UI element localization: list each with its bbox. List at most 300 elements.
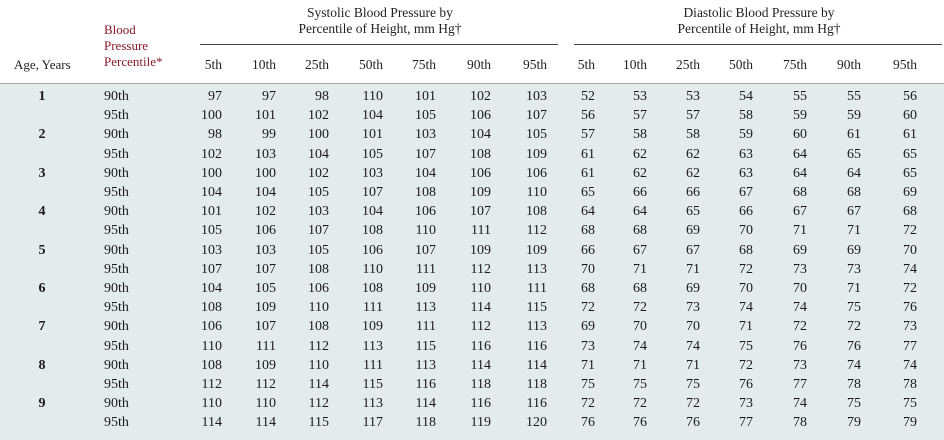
diastolic-cell: 70 xyxy=(581,261,595,277)
diastolic-cell: 68 xyxy=(581,281,595,296)
systolic-col-header: 90th xyxy=(466,57,491,72)
systolic-cell: 103 xyxy=(255,242,276,258)
systolic-cell: 107 xyxy=(362,185,383,200)
systolic-cell: 102 xyxy=(201,146,222,162)
percentile-cell: 95th xyxy=(104,415,129,431)
table-row xyxy=(0,260,944,279)
diastolic-cell: 71 xyxy=(793,223,807,239)
systolic-cell: 113 xyxy=(526,261,547,277)
systolic-cell: 108 xyxy=(308,319,329,335)
systolic-cell: 111 xyxy=(363,357,383,373)
systolic-cell: 104 xyxy=(255,185,276,200)
diastolic-cell: 53 xyxy=(633,89,647,104)
diastolic-cell: 75 xyxy=(847,300,861,316)
diastolic-cell: 57 xyxy=(686,108,700,124)
diastolic-cell: 69 xyxy=(903,185,917,200)
systolic-cell: 114 xyxy=(255,415,276,431)
diastolic-cell: 62 xyxy=(633,146,647,162)
systolic-cell: 116 xyxy=(415,377,436,392)
percentile-cell: 95th xyxy=(104,108,129,124)
systolic-cell: 106 xyxy=(470,108,491,124)
diastolic-cell: 75 xyxy=(847,396,861,412)
percentile-cell: 95th xyxy=(104,300,129,316)
diastolic-cell: 69 xyxy=(686,281,700,296)
systolic-cell: 114 xyxy=(470,357,491,373)
bp-percentile-header-line2: Pressure xyxy=(104,38,149,53)
systolic-cell: 104 xyxy=(415,165,436,181)
diastolic-cell: 59 xyxy=(739,127,753,143)
diastolic-cell: 73 xyxy=(793,357,807,373)
systolic-cell: 99 xyxy=(262,127,276,143)
diastolic-cell: 70 xyxy=(793,281,807,296)
diastolic-cell: 62 xyxy=(686,146,700,162)
diastolic-cell: 71 xyxy=(739,319,753,335)
diastolic-cell: 73 xyxy=(686,300,700,316)
diastolic-cell: 72 xyxy=(739,357,753,373)
table-row xyxy=(0,375,944,394)
diastolic-cell: 76 xyxy=(793,338,807,354)
systolic-cell: 111 xyxy=(416,261,436,277)
diastolic-cell: 74 xyxy=(847,357,861,373)
systolic-cell: 109 xyxy=(470,185,491,200)
diastolic-cell: 61 xyxy=(903,127,917,143)
diastolic-cell: 67 xyxy=(633,242,647,258)
systolic-cell: 112 xyxy=(255,377,276,392)
diastolic-cell: 59 xyxy=(793,108,807,124)
systolic-col-header: 95th xyxy=(522,57,547,72)
systolic-cell: 104 xyxy=(201,281,222,296)
percentile-cell: 90th xyxy=(104,165,129,181)
diastolic-cell: 63 xyxy=(739,146,753,162)
systolic-cell: 109 xyxy=(255,357,276,373)
percentile-cell: 90th xyxy=(104,396,129,412)
table-row xyxy=(0,202,944,221)
diastolic-cell: 66 xyxy=(633,185,647,200)
systolic-cell: 110 xyxy=(470,281,491,296)
table-header xyxy=(0,0,944,83)
systolic-cell: 108 xyxy=(308,261,329,277)
table-row xyxy=(0,125,944,144)
systolic-cell: 111 xyxy=(256,338,276,354)
diastolic-cell: 67 xyxy=(793,204,807,220)
diastolic-cell: 62 xyxy=(686,165,700,181)
diastolic-cell: 66 xyxy=(686,185,700,200)
diastolic-cell: 73 xyxy=(581,338,595,354)
table-row xyxy=(0,394,944,413)
systolic-cell: 100 xyxy=(201,108,222,124)
diastolic-cell: 62 xyxy=(633,165,647,181)
table-row xyxy=(0,221,944,240)
systolic-cell: 106 xyxy=(201,319,222,335)
systolic-cell: 109 xyxy=(362,319,383,335)
diastolic-cell: 58 xyxy=(633,127,647,143)
systolic-cell: 114 xyxy=(415,396,436,412)
systolic-cell: 108 xyxy=(526,204,547,220)
diastolic-cell: 74 xyxy=(903,261,917,277)
diastolic-cell: 68 xyxy=(739,242,753,258)
systolic-cell: 116 xyxy=(526,396,547,412)
diastolic-cell: 72 xyxy=(793,319,807,335)
diastolic-cell: 57 xyxy=(633,108,647,124)
table-row xyxy=(0,337,944,356)
systolic-col-header: 5th xyxy=(204,57,222,72)
systolic-cell: 113 xyxy=(415,300,436,316)
table-row xyxy=(0,87,944,106)
systolic-cell: 110 xyxy=(308,300,329,316)
systolic-cell: 103 xyxy=(415,127,436,143)
systolic-cell: 104 xyxy=(470,127,491,143)
systolic-col-header: 50th xyxy=(358,57,383,72)
diastolic-cell: 74 xyxy=(686,338,700,354)
systolic-cell: 110 xyxy=(362,261,383,277)
systolic-cell: 108 xyxy=(362,281,383,296)
systolic-cell: 97 xyxy=(208,89,222,104)
table-row xyxy=(0,164,944,183)
diastolic-cell: 69 xyxy=(686,223,700,239)
systolic-cell: 109 xyxy=(470,242,491,258)
systolic-cell: 111 xyxy=(416,319,436,335)
diastolic-cell: 56 xyxy=(903,89,917,104)
systolic-cell: 106 xyxy=(308,281,329,296)
diastolic-cell: 74 xyxy=(793,300,807,316)
systolic-cell: 113 xyxy=(362,396,383,412)
systolic-cell: 107 xyxy=(308,223,329,239)
diastolic-cell: 60 xyxy=(793,127,807,143)
systolic-cell: 110 xyxy=(201,338,222,354)
diastolic-cell: 71 xyxy=(633,357,647,373)
diastolic-cell: 77 xyxy=(903,338,917,354)
systolic-col-header: 25th xyxy=(304,57,329,72)
diastolic-cell: 78 xyxy=(793,415,807,431)
systolic-cell: 120 xyxy=(526,415,547,431)
systolic-cell: 118 xyxy=(526,377,547,392)
diastolic-cell: 71 xyxy=(686,261,700,277)
diastolic-cell: 74 xyxy=(903,357,917,373)
systolic-cell: 109 xyxy=(415,281,436,296)
age-cell: 1 xyxy=(38,89,46,104)
diastolic-cell: 70 xyxy=(633,319,647,335)
percentile-cell: 90th xyxy=(104,281,129,296)
systolic-cell: 104 xyxy=(308,146,329,162)
percentile-cell: 95th xyxy=(104,261,129,277)
systolic-cell: 109 xyxy=(255,300,276,316)
systolic-cell: 102 xyxy=(308,108,329,124)
diastolic-cell: 72 xyxy=(739,261,753,277)
systolic-cell: 108 xyxy=(201,300,222,316)
systolic-cell: 112 xyxy=(526,223,547,239)
table-row xyxy=(0,145,944,164)
diastolic-cell: 57 xyxy=(581,127,595,143)
diastolic-cell: 64 xyxy=(793,165,807,181)
percentile-cell: 90th xyxy=(104,127,129,143)
diastolic-cell: 69 xyxy=(793,242,807,258)
diastolic-cell: 71 xyxy=(633,261,647,277)
percentile-cell: 90th xyxy=(104,89,129,104)
diastolic-cell: 75 xyxy=(581,377,595,392)
systolic-cell: 105 xyxy=(308,242,329,258)
diastolic-cell: 79 xyxy=(903,415,917,431)
diastolic-cell: 68 xyxy=(847,185,861,200)
systolic-cell: 116 xyxy=(470,396,491,412)
systolic-cell: 104 xyxy=(201,185,222,200)
systolic-title-line1: Systolic Blood Pressure by xyxy=(307,5,453,20)
systolic-title-line2: Percentile of Height, mm Hg† xyxy=(298,21,462,36)
table-row xyxy=(0,279,944,298)
systolic-cell: 103 xyxy=(255,146,276,162)
diastolic-cell: 68 xyxy=(903,204,917,220)
diastolic-cell: 70 xyxy=(686,319,700,335)
diastolic-cell: 67 xyxy=(739,185,753,200)
diastolic-cell: 68 xyxy=(633,281,647,296)
systolic-cell: 114 xyxy=(201,415,222,431)
systolic-cell: 102 xyxy=(308,165,329,181)
age-cell: 6 xyxy=(38,281,46,296)
percentile-cell: 95th xyxy=(104,146,129,162)
diastolic-cell: 72 xyxy=(847,319,861,335)
systolic-cell: 115 xyxy=(415,338,436,354)
diastolic-cell: 65 xyxy=(903,146,917,162)
systolic-cell: 100 xyxy=(255,165,276,181)
diastolic-cell: 55 xyxy=(847,89,861,104)
diastolic-cell: 61 xyxy=(847,127,861,143)
bp-percentile-header-line3: Percentile* xyxy=(104,54,163,69)
diastolic-rule xyxy=(574,44,942,45)
systolic-cell: 115 xyxy=(362,377,383,392)
diastolic-cell: 71 xyxy=(686,357,700,373)
systolic-cell: 107 xyxy=(526,108,547,124)
diastolic-col-header: 10th xyxy=(622,57,647,72)
systolic-cell: 110 xyxy=(255,396,276,412)
diastolic-col-header: 75th xyxy=(782,57,807,72)
diastolic-cell: 76 xyxy=(581,415,595,431)
diastolic-cell: 72 xyxy=(633,396,647,412)
diastolic-cell: 53 xyxy=(686,89,700,104)
diastolic-cell: 58 xyxy=(739,108,753,124)
systolic-cell: 118 xyxy=(470,377,491,392)
systolic-cell: 100 xyxy=(308,127,329,143)
systolic-cell: 107 xyxy=(470,204,491,220)
diastolic-col-header: 5th xyxy=(577,57,595,72)
age-cell: 4 xyxy=(38,204,46,220)
systolic-cell: 111 xyxy=(471,223,491,239)
diastolic-cell: 63 xyxy=(739,165,753,181)
systolic-cell: 106 xyxy=(470,165,491,181)
age-cell: 8 xyxy=(38,357,46,373)
diastolic-cell: 64 xyxy=(847,165,861,181)
diastolic-cell: 73 xyxy=(739,396,753,412)
systolic-cell: 108 xyxy=(415,185,436,200)
diastolic-cell: 65 xyxy=(903,165,917,181)
diastolic-cell: 69 xyxy=(581,319,595,335)
age-column-header: Age, Years xyxy=(14,57,71,72)
systolic-cell: 114 xyxy=(470,300,491,316)
diastolic-title-line1: Diastolic Blood Pressure by xyxy=(683,5,835,20)
diastolic-cell: 72 xyxy=(903,281,917,296)
diastolic-cell: 71 xyxy=(581,357,595,373)
systolic-cell: 107 xyxy=(255,261,276,277)
diastolic-cell: 76 xyxy=(903,300,917,316)
systolic-cell: 103 xyxy=(201,242,222,258)
diastolic-cell: 60 xyxy=(903,108,917,124)
diastolic-cell: 72 xyxy=(686,396,700,412)
diastolic-cell: 70 xyxy=(903,242,917,258)
systolic-cell: 103 xyxy=(308,204,329,220)
systolic-cell: 118 xyxy=(415,415,436,431)
diastolic-cell: 76 xyxy=(686,415,700,431)
diastolic-cell: 73 xyxy=(847,261,861,277)
diastolic-cell: 76 xyxy=(847,338,861,354)
systolic-cell: 107 xyxy=(255,319,276,335)
systolic-cell: 103 xyxy=(362,165,383,181)
systolic-cell: 111 xyxy=(527,281,547,296)
systolic-cell: 102 xyxy=(255,204,276,220)
diastolic-cell: 73 xyxy=(903,319,917,335)
systolic-cell: 112 xyxy=(308,396,329,412)
table-body xyxy=(0,83,944,440)
diastolic-cell: 74 xyxy=(793,396,807,412)
systolic-cell: 110 xyxy=(415,223,436,239)
diastolic-cell: 59 xyxy=(847,108,861,124)
systolic-cell: 112 xyxy=(201,377,222,392)
systolic-cell: 105 xyxy=(415,108,436,124)
diastolic-cell: 65 xyxy=(686,204,700,220)
systolic-cell: 110 xyxy=(362,89,383,104)
systolic-cell: 114 xyxy=(308,377,329,392)
diastolic-cell: 70 xyxy=(739,281,753,296)
systolic-cell: 100 xyxy=(201,165,222,181)
systolic-cell: 107 xyxy=(415,146,436,162)
age-cell: 5 xyxy=(38,242,46,258)
diastolic-cell: 68 xyxy=(633,223,647,239)
systolic-cell: 102 xyxy=(470,89,491,104)
diastolic-col-header: 95th xyxy=(892,57,917,72)
systolic-cell: 112 xyxy=(470,319,491,335)
age-cell: 2 xyxy=(38,127,46,143)
diastolic-cell: 68 xyxy=(793,185,807,200)
diastolic-cell: 70 xyxy=(739,223,753,239)
systolic-cell: 110 xyxy=(201,396,222,412)
table-row xyxy=(0,241,944,260)
systolic-cell: 119 xyxy=(470,415,491,431)
diastolic-cell: 77 xyxy=(793,377,807,392)
systolic-cell: 111 xyxy=(363,300,383,316)
systolic-cell: 106 xyxy=(362,242,383,258)
diastolic-cell: 76 xyxy=(739,377,753,392)
diastolic-cell: 75 xyxy=(903,396,917,412)
systolic-cell: 109 xyxy=(526,242,547,258)
systolic-cell: 117 xyxy=(362,415,383,431)
systolic-col-header: 10th xyxy=(251,57,276,72)
systolic-cell: 104 xyxy=(362,108,383,124)
systolic-cell: 105 xyxy=(255,281,276,296)
diastolic-col-header: 25th xyxy=(675,57,700,72)
systolic-cell: 110 xyxy=(526,185,547,200)
table-row xyxy=(0,317,944,336)
age-cell: 9 xyxy=(38,396,46,412)
systolic-cell: 114 xyxy=(526,357,547,373)
systolic-cell: 113 xyxy=(526,319,547,335)
systolic-cell: 106 xyxy=(255,223,276,239)
age-cell: 7 xyxy=(38,319,46,335)
systolic-cell: 98 xyxy=(208,127,222,143)
diastolic-cell: 67 xyxy=(847,204,861,220)
systolic-cell: 109 xyxy=(526,146,547,162)
systolic-cell: 108 xyxy=(201,357,222,373)
systolic-cell: 98 xyxy=(315,89,329,104)
diastolic-cell: 72 xyxy=(633,300,647,316)
diastolic-cell: 79 xyxy=(847,415,861,431)
percentile-cell: 95th xyxy=(104,377,129,392)
systolic-cell: 110 xyxy=(308,357,329,373)
systolic-cell: 115 xyxy=(526,300,547,316)
diastolic-cell: 65 xyxy=(581,185,595,200)
systolic-cell: 105 xyxy=(362,146,383,162)
diastolic-cell: 75 xyxy=(686,377,700,392)
systolic-cell: 113 xyxy=(415,357,436,373)
systolic-cell: 106 xyxy=(415,204,436,220)
systolic-cell: 107 xyxy=(415,242,436,258)
diastolic-cell: 56 xyxy=(581,108,595,124)
systolic-cell: 104 xyxy=(362,204,383,220)
diastolic-cell: 73 xyxy=(793,261,807,277)
diastolic-cell: 72 xyxy=(581,396,595,412)
systolic-cell: 115 xyxy=(308,415,329,431)
bp-percentile-header-line1: Blood xyxy=(104,22,136,37)
diastolic-cell: 69 xyxy=(847,242,861,258)
diastolic-cell: 78 xyxy=(903,377,917,392)
systolic-cell: 101 xyxy=(255,108,276,124)
percentile-cell: 95th xyxy=(104,223,129,239)
diastolic-cell: 64 xyxy=(581,204,595,220)
table-row xyxy=(0,413,944,432)
diastolic-col-header: 50th xyxy=(728,57,753,72)
diastolic-cell: 72 xyxy=(903,223,917,239)
diastolic-cell: 76 xyxy=(633,415,647,431)
diastolic-cell: 71 xyxy=(847,223,861,239)
table-row xyxy=(0,356,944,375)
systolic-cell: 112 xyxy=(470,261,491,277)
systolic-cell: 105 xyxy=(308,185,329,200)
systolic-col-header: 75th xyxy=(411,57,436,72)
table-row xyxy=(0,183,944,202)
diastolic-cell: 61 xyxy=(581,165,595,181)
diastolic-cell: 77 xyxy=(739,415,753,431)
table-row xyxy=(0,298,944,317)
systolic-cell: 112 xyxy=(308,338,329,354)
diastolic-cell: 71 xyxy=(847,281,861,296)
diastolic-cell: 61 xyxy=(581,146,595,162)
systolic-cell: 105 xyxy=(526,127,547,143)
systolic-cell: 108 xyxy=(470,146,491,162)
diastolic-cell: 64 xyxy=(793,146,807,162)
systolic-cell: 101 xyxy=(201,204,222,220)
diastolic-cell: 74 xyxy=(739,300,753,316)
diastolic-cell: 78 xyxy=(847,377,861,392)
percentile-cell: 90th xyxy=(104,357,129,373)
systolic-cell: 116 xyxy=(526,338,547,354)
systolic-cell: 107 xyxy=(201,261,222,277)
diastolic-cell: 68 xyxy=(581,223,595,239)
systolic-cell: 113 xyxy=(362,338,383,354)
systolic-cell: 101 xyxy=(415,89,436,104)
systolic-cell: 108 xyxy=(362,223,383,239)
diastolic-cell: 66 xyxy=(739,204,753,220)
systolic-rule xyxy=(200,44,558,45)
diastolic-cell: 52 xyxy=(581,89,595,104)
diastolic-cell: 65 xyxy=(847,146,861,162)
diastolic-cell: 67 xyxy=(686,242,700,258)
diastolic-cell: 55 xyxy=(793,89,807,104)
